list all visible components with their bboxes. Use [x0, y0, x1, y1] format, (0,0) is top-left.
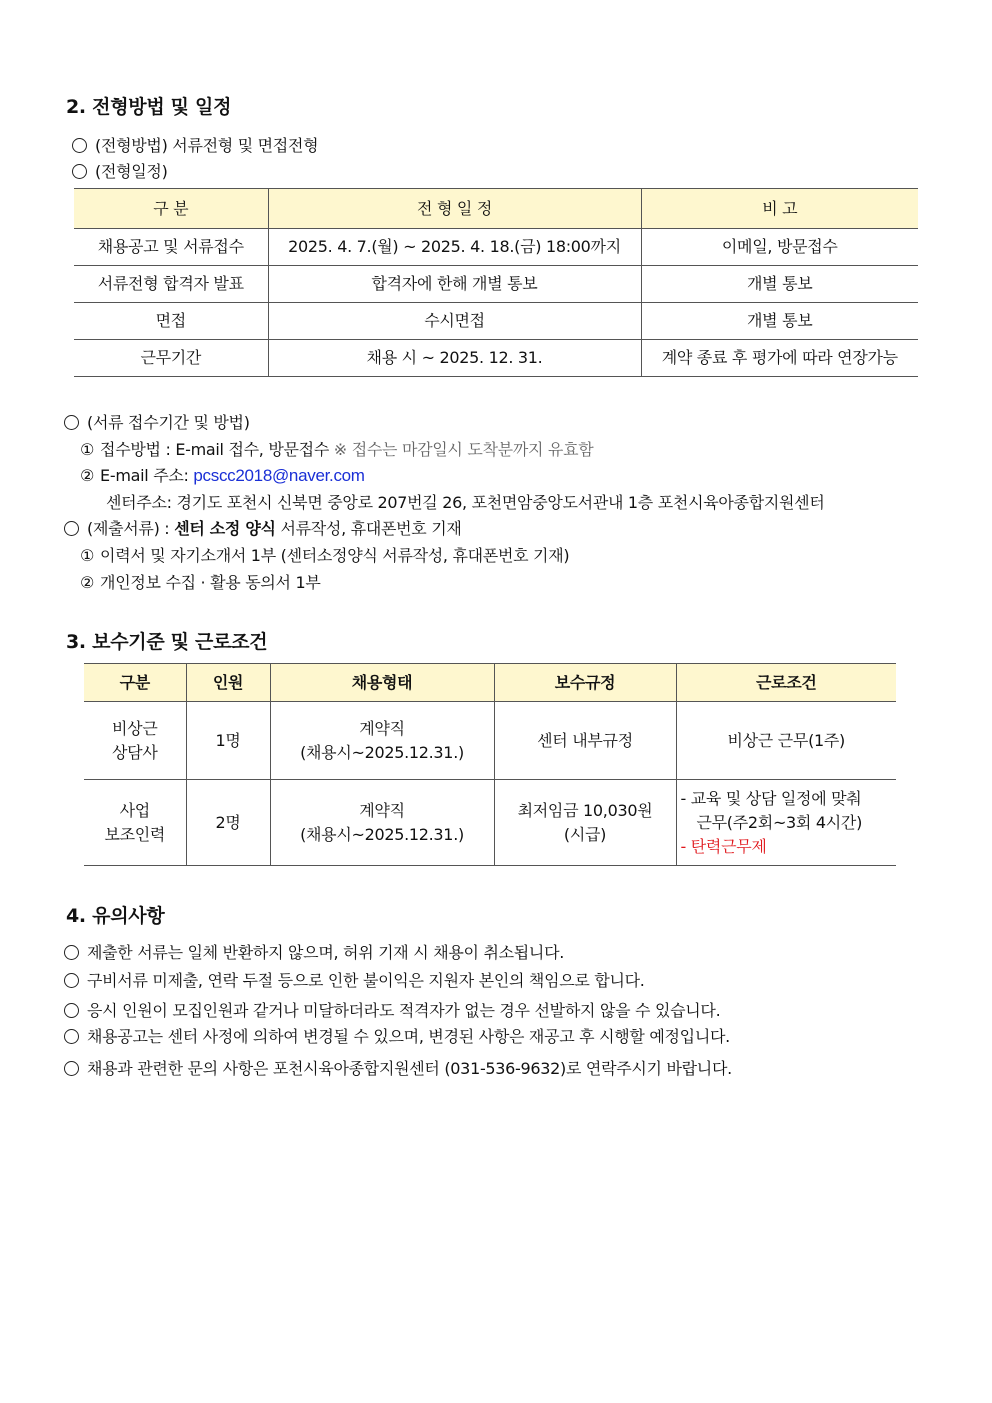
cell-line: 비상근 [112, 718, 158, 738]
section-3-title: 3. 보수기준 및 근로조건 [66, 631, 268, 653]
notice-text: 구비서류 미제출, 연락 두절 등으로 인한 불이익은 지원자 본인의 책임으로 합니다. [87, 971, 645, 990]
circle-bullet-icon [64, 973, 79, 988]
table-cell: 계약 종료 후 평가에 따라 연장가능 [641, 340, 918, 377]
cell-line: 상담사 [112, 742, 158, 762]
circle-bullet-icon [64, 521, 79, 536]
table-cell: 2025. 4. 7.(월) ~ 2025. 4. 18.(금) 18:00까지 [268, 229, 641, 266]
documents-item-2 [80, 570, 321, 593]
schedule-table [74, 188, 918, 377]
table-cell: 채용 시 ~ 2025. 12. 31. [268, 340, 641, 377]
table-row [84, 702, 896, 780]
documents-title-line [64, 516, 462, 539]
notice-item [64, 998, 720, 1021]
submission-item-2 [80, 463, 365, 486]
circle-bullet-icon [72, 138, 87, 153]
table-row [74, 266, 918, 303]
documents-item-text: 개인정보 수집 · 활용 동의서 1부 [100, 573, 321, 592]
table-cell [494, 780, 676, 866]
method-line [72, 133, 318, 156]
cell-line: 최저임금 10,030원 [517, 800, 653, 820]
cell-line: 사업 [119, 800, 150, 820]
item-number: ① [80, 546, 95, 565]
table-cell [84, 702, 186, 780]
notice-text: 채용과 관련한 문의 사항은 포천시육아종합지원센터 (031-536-9632)로 연락주시기 바랍니다. [87, 1059, 732, 1078]
schedule-table-header [74, 189, 918, 229]
header-employment-form: 채용형태 [270, 664, 494, 702]
section-4-title: 4. 유의사항 [66, 905, 165, 927]
header-count: 인원 [186, 664, 270, 702]
table-cell: 비상근 근무(1주) [676, 702, 896, 780]
table-row [74, 303, 918, 340]
cell-line: - 교육 및 상담 일정에 맞춰 [680, 788, 862, 808]
documents-item-text: 이력서 및 자기소개서 1부 (센터소정양식 서류작성, 휴대폰번호 기재) [100, 546, 570, 565]
table-cell: 센터 내부규정 [494, 702, 676, 780]
flexible-work-text: - 탄력근무제 [680, 836, 767, 856]
cell-line: (채용시~2025.12.31.) [300, 824, 464, 844]
documents-title-suffix: 서류작성, 휴대폰번호 기재 [280, 519, 462, 538]
table-cell: 합격자에 한해 개별 통보 [268, 266, 641, 303]
cell-line: (채용시~2025.12.31.) [300, 742, 464, 762]
table-cell: 2명 [186, 780, 270, 866]
header-pay: 보수규정 [494, 664, 676, 702]
table-cell: 근무기간 [74, 340, 268, 377]
documents-title-bold: 센터 소정 양식 [174, 519, 276, 538]
table-row [74, 340, 918, 377]
cell-line: 보조인력 [104, 824, 166, 844]
cell-line: (시급) [563, 824, 607, 844]
notice-item [64, 1024, 730, 1047]
email-label: E-mail 주소: [100, 466, 189, 485]
submission-method-text: 접수방법 : E-mail 접수, 방문접수 [100, 440, 329, 459]
header-note: 비 고 [641, 189, 918, 229]
table-cell: 1명 [186, 702, 270, 780]
notice-text: 응시 인원이 모집인원과 같거나 미달하더라도 적격자가 없는 경우 선발하지 않을 수 있습니다. [87, 1001, 721, 1020]
center-address: 센터주소: 경기도 포천시 신북면 중앙로 207번길 26, 포천면암중앙도서관내 1층 포천시육아종합지원센터 [106, 493, 825, 512]
header-category: 구 분 [74, 189, 268, 229]
cell-line: 근무(주2회~3회 4시간) [696, 812, 863, 832]
circle-bullet-icon [64, 1003, 79, 1018]
header-type: 구분 [84, 664, 186, 702]
circle-bullet-icon [64, 1029, 79, 1044]
notice-text: 제출한 서류는 일체 반환하지 않으며, 허위 기재 시 채용이 취소됩니다. [87, 943, 565, 962]
notice-item [64, 940, 564, 963]
schedule-label-text: (전형일정) [95, 162, 168, 181]
documents-title-prefix: (제출서류) : [87, 519, 170, 538]
notice-item [64, 968, 645, 991]
email-link[interactable]: pcscc2018@naver.com [193, 466, 365, 485]
table-row [84, 780, 896, 866]
table-cell: 이메일, 방문접수 [641, 229, 918, 266]
table-cell: 면접 [74, 303, 268, 340]
table-cell: 개별 통보 [641, 266, 918, 303]
schedule-label-line [72, 159, 168, 182]
table-cell: 서류전형 합격자 발표 [74, 266, 268, 303]
table-row [74, 229, 918, 266]
table-cell [270, 702, 494, 780]
table-cell [270, 780, 494, 866]
cell-line: 계약직 [359, 800, 405, 820]
item-number: ① [80, 440, 95, 459]
table-cell: 채용공고 및 서류접수 [74, 229, 268, 266]
notice-text: 채용공고는 센터 사정에 의하여 변경될 수 있으며, 변경된 사항은 재공고 후 시행할 예정입니다. [87, 1027, 730, 1046]
item-number: ② [80, 573, 95, 592]
table-cell: 개별 통보 [641, 303, 918, 340]
documents-item-1 [80, 543, 569, 566]
table-cell [676, 780, 896, 866]
submission-item-1 [80, 437, 593, 460]
table-cell [84, 780, 186, 866]
circle-bullet-icon [72, 164, 87, 179]
header-conditions: 근로조건 [676, 664, 896, 702]
notice-item [64, 1056, 732, 1079]
submission-title-line [64, 410, 250, 433]
submission-note: ※ 접수는 마감일시 도착분까지 유효함 [333, 440, 594, 459]
circle-bullet-icon [64, 1061, 79, 1076]
header-schedule: 전 형 일 정 [268, 189, 641, 229]
submission-title: (서류 접수기간 및 방법) [87, 413, 250, 432]
pay-table-header [84, 664, 896, 702]
table-cell: 수시면접 [268, 303, 641, 340]
method-text: (전형방법) 서류전형 및 면접전형 [95, 136, 319, 155]
cell-line: 계약직 [359, 718, 405, 738]
circle-bullet-icon [64, 415, 79, 430]
pay-conditions-table [84, 663, 896, 866]
circle-bullet-icon [64, 945, 79, 960]
section-2-title: 2. 전형방법 및 일정 [66, 96, 232, 118]
item-number: ② [80, 466, 95, 485]
